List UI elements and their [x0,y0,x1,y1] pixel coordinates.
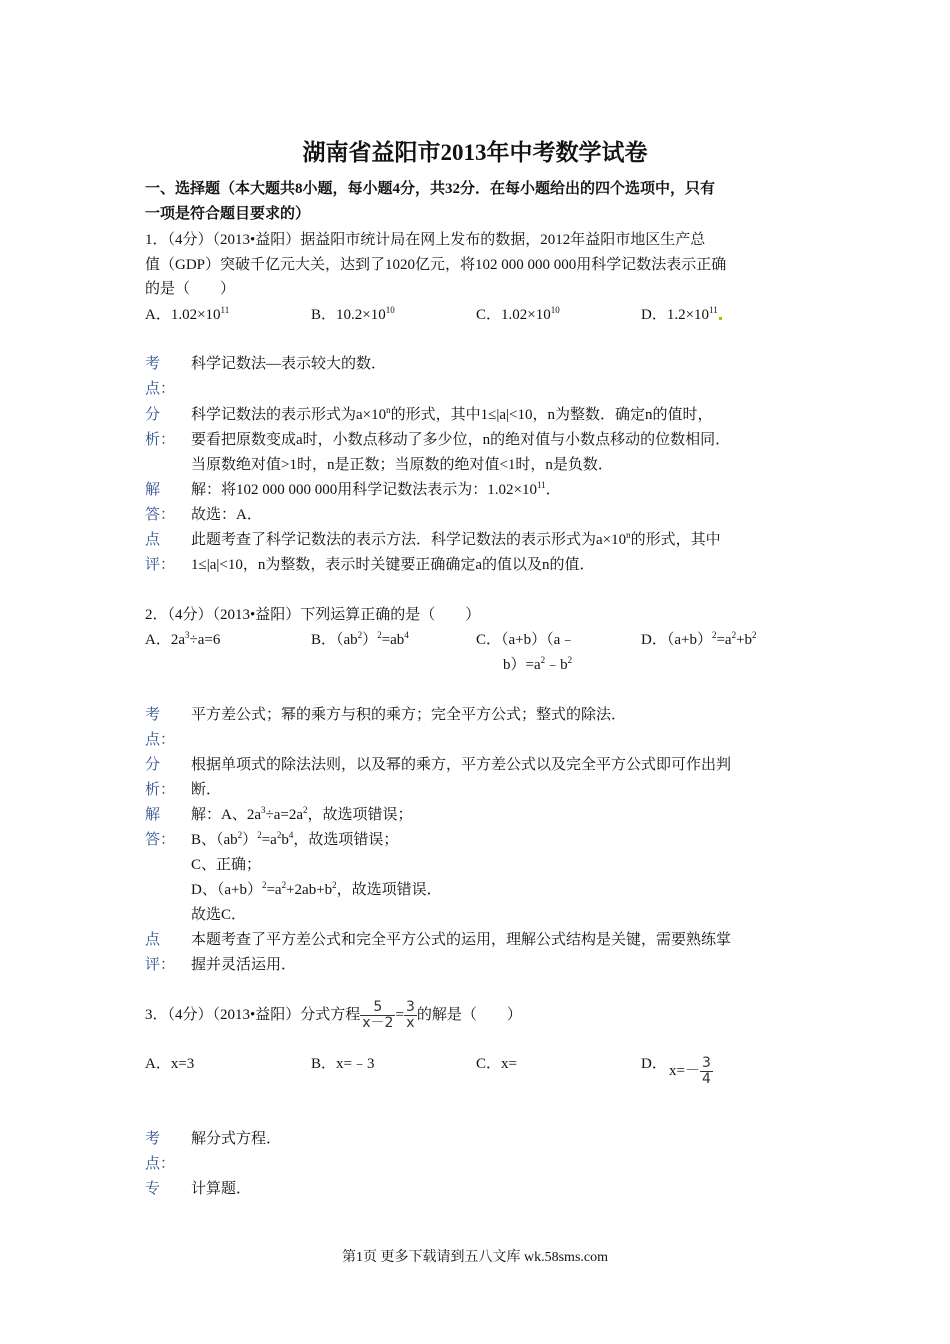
q1-dianping-line1: 此题考查了科学记数法的表示方法．科学记数法的表示形式为$a\times 10^n$的形式，其中 [191,530,721,548]
q3-kaodian: 解分式方程． [191,1131,282,1147]
q2-fenxi-label-2: 析： [145,782,176,798]
q3-option-c: C．x= [476,1056,517,1072]
q2-dianping-label: 点 [145,932,161,948]
q1-option-a: A．$1.02\times 10^{11}$ [145,305,230,323]
q1-fenxi-line1: 科学记数法的表示形式为$a\times 10^n$的形式，其中1≤|a|<10，n为整数．确定n的值时， [191,405,713,423]
q1-dianping-label: 点 [145,532,161,548]
q2-jieda-label-2: 答： [145,832,176,848]
q1-jieda-line2: 故选：A． [191,507,262,523]
q1-fenxi-line3: 当原数绝对值>1时，n是正数；当原数的绝对值<1时，n是负数． [191,457,613,473]
q2-kaodian: 平方差公式；幂的乘方与积的乘方；完全平方公式；整式的除法． [191,707,627,723]
q2-kaodian-label-2: 点： [145,732,176,748]
q2-dianping-line2: 握并灵活运用． [191,957,297,973]
q2-kaodian-label: 考 [145,707,161,723]
q1-kaodian: 科学记数法—表示较大的数． [191,356,387,372]
q1-kaodian-label-2: 点： [145,381,176,397]
q1-stem-line1: 1．（4分）（2013•益阳）据益阳市统计局在网上发布的数据，2012年益阳市地区生产总 [145,232,706,248]
q1-option-b: B．$10.2\times 10^{10}$ [311,305,395,323]
q3-fraction-right: $\frac{3}{x}$ [405,999,415,1031]
q2-jieda-line3: C、正确； [191,857,262,873]
q3-kaodian-label-2: 点： [145,1156,176,1172]
page-footer: 第1页 更多下载请到五八文库 wk.58sms.com [342,1250,608,1265]
q1-option-c: C．$1.02\times 10^{10}$ [476,305,560,323]
q3-option-d: D． [641,1056,667,1072]
q2-option-a: A．$2a^3\div a=6$ [145,630,221,648]
q3-option-b: B．x=﹣3 [311,1056,375,1072]
q2-stem: 2．（4分）（2013•益阳）下列运算正确的是（ ） [145,607,481,623]
q2-jieda-line4: D、$(a+b)^2=a^2+2ab+b^2$，故选项错误． [191,880,442,898]
q2-option-c-line1: C．（a+b）（a﹣ [476,632,576,648]
q2-fenxi-line2: 断． [191,782,222,798]
page-title: 湖南省益阳市2013年中考数学试卷 [302,140,648,165]
q1-jieda-label-2: 答： [145,507,176,523]
q2-jieda-line5: 故选C． [191,907,247,923]
q2-fenxi-label: 分 [145,757,161,773]
q1-jieda-line1: 解：将102 000 000 000用科学记数法表示为：$1.02\times 10^{11}$． [191,480,561,498]
q3-option-d-fraction: $\frac{3}{4}$ [701,1055,711,1087]
q1-stem-line2: 值（GDP）突破千亿元大关，达到了1020亿元，将102 000 000 000用科学记数法表示正确 [145,257,727,273]
q2-dianping-line1: 本题考查了平方差公式和完全平方公式的运用，理解公式结构是关键，需要熟练掌 [191,932,732,948]
q2-option-b: B．$(ab^2)^2=ab^4$ [311,630,409,648]
q1-jieda-label: 解 [145,482,161,498]
section-heading-line1: 一、选择题（本大题共8小题，每小题4分，共32分．在每小题给出的四个选项中，只有 [145,181,716,197]
q3-option-a: A．x=3 [145,1056,195,1072]
q1-option-d: D．$1.2\times 10^{11}$ [641,303,722,324]
q1-kaodian-label: 考 [145,356,161,372]
q3-stem: 3．（4分）（2013•益阳）分式方程 $\frac{5}{x-2}$ = $\frac{3}{x}$ 的解是（ ） [145,999,522,1031]
q3-kaodian-label: 考 [145,1131,161,1147]
q2-option-c-line2: $b)=a^2﹣b^2$ [503,655,573,673]
q3-zhuanti-label: 专 [145,1181,161,1197]
section-heading-line2: 一项是符合题目要求的） [145,206,311,222]
q1-fenxi-label: 分 [145,407,161,423]
q3-zhuanti: 计算题． [191,1181,252,1197]
q1-fenxi-line2: 要看把原数变成a时，小数点移动了多少位，n的绝对值与小数点移动的位数相同． [191,432,731,448]
q3-fraction-left: $\frac{5}{x-2}$ [362,999,394,1031]
q2-jieda-line1: 解：A、$2a^3\div a=2a^2$，故选项错误； [191,805,413,823]
q1-stem-line3: 的是（ ） [145,281,236,297]
q3-option-d-value: x=－ $\frac{3}{4}$ [669,1055,711,1087]
q1-dianping-label-2: 评： [145,557,176,573]
q2-jieda-label: 解 [145,807,161,823]
q1-fenxi-label-2: 析： [145,432,176,448]
q1-dianping-line2: 1≤|a|<10，n为整数，表示时关键要正确确定a的值以及n的值． [191,557,595,573]
q2-option-d: D．$(a+b)^2=a^2+b^2$ [641,630,757,648]
q2-dianping-label-2: 评： [145,957,176,973]
q2-jieda-line2: B、$(ab^2)^2=a^2b^4$，故选项错误； [191,830,399,848]
q2-fenxi-line1: 根据单项式的除法法则，以及幂的乘方，平方差公式以及完全平方公式即可作出判 [191,757,732,773]
